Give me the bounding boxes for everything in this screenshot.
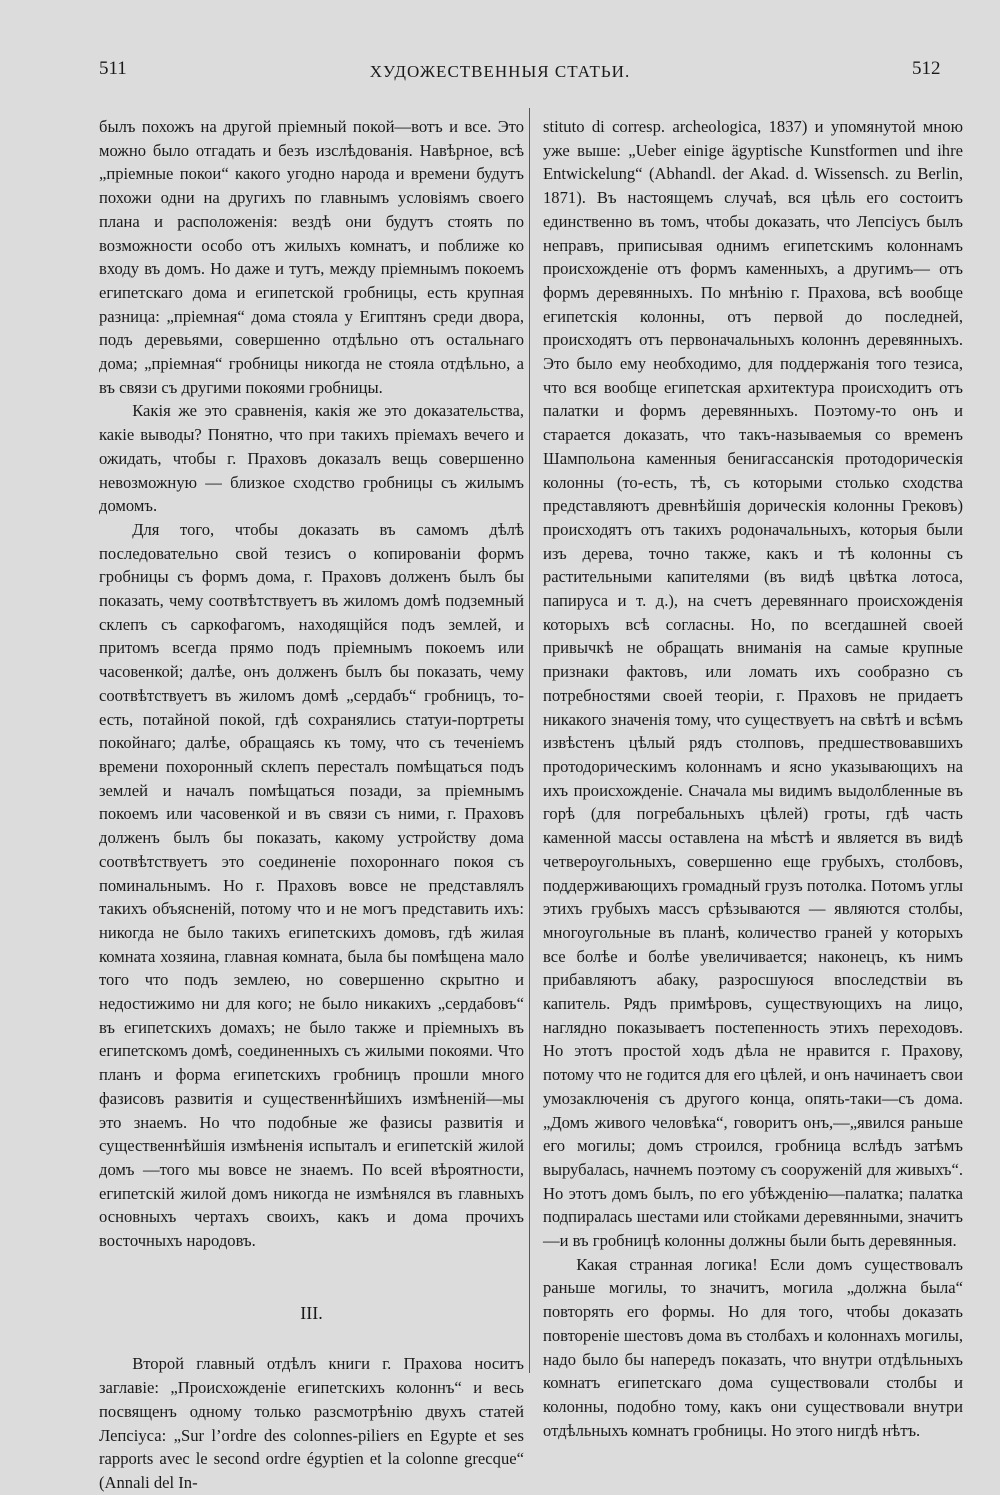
paragraph: stituto di corresp. archeologica, 1837) и упомянутой мною уже выше: „Ueber einige ägyptische Kunstformen und ihre Entwickelung“ (Abhandl. der Akad. d. Wissensch. zu Berlin, 1871). Въ настоящемъ случаѣ, вся цѣль его состоитъ единственно въ томъ, чтобы доказать, что Лепсіусъ былъ неправъ, приписывая однимъ египетскимъ колоннамъ происхожденіе отъ формъ каменныхъ, а другимъ— отъ формъ деревянныхъ. По мнѣнію г. Прахова, всѣ вообще египетскія колонны, отъ первой до последней, происходятъ отъ первоначальныхъ колоннъ деревянныхъ. Это было ему необходимо, для поддержанія того тезиса, что вся вообще египетская архитектура происходитъ отъ палатки и формъ деревянныхъ. Поэтому-то онъ и старается доказать, что такъ-называемыя со временъ Шампольона каменныя бенигассанскія протодорическія колонны (то-есть, тѣ, съ которыми столько сходства представляютъ древнѣйшія дорическія колонны Грековъ) происходятъ отъ такихъ родоначальныхъ, которыя были изъ дерева, точно также, какъ и тѣ колонны съ растительными капителями (въ видѣ цвѣтка лотоса, папируса и т. д.), на счетъ деревяннаго происхожденія которыхъ всѣ согласны. Но, по всегдашней своей привычкѣ не обращать вниманія на самые крупные признаки фактовъ, или ломать ихъ сообразно съ потребностями своей теоріи, г. Праховъ не придаетъ никакого значенія тому, что существуетъ на свѣтѣ и всѣмъ извѣстенъ цѣлый рядъ столповъ, предшествовавшихъ протодорическимъ колоннамъ и ясно указывающихъ на ихъ происхожденіе. Сначала мы видимъ выдолбленные въ горѣ (для погребальныхъ цѣлей) гроты, гдѣ часть каменной массы оставлена на мѣстѣ и является въ видѣ четвероугольныхъ, совершенно еще грубыхъ, столбовъ, поддерживающихъ громадный грузъ потолка. Потомъ углы этихъ грубыхъ массъ срѣзываются — являются столбы, многоугольные въ планѣ, количество граней у которыхъ все болѣе и болѣе увеличивается; наконецъ, къ нимъ прибавляютъ абаку, разросшуюся впоследствіи въ капитель. Рядъ примѣровъ, существующихъ на лицо, наглядно показываетъ постепенность этихъ переходовъ. Но этотъ простой ходъ дѣла не нравится г. Прахову, потому что не годится для его цѣлей, и онъ начинаетъ свои умозаключенія съ другого конца, опять-таки—съ дома. „Домъ живого человѣка“, говоритъ онъ,—„явился раньше его могилы; домъ строился, гробница вслѣдъ затѣмъ вырубалась, начнемъ поэтому съ сооруженій для живыхъ“. Но этотъ домъ былъ, по его убѣжденію—палатка; палатка подпиралась шестами или стойками деревянными, значитъ—и въ гробницѣ колонны должны были быть деревянныя. xyxy=(543,117,963,1251)
page-number-left: 511 xyxy=(99,58,127,79)
column-divider xyxy=(529,108,530,1373)
right-column xyxy=(543,115,963,1442)
left-column xyxy=(99,115,524,1495)
paragraph: Для того, чтобы доказать въ самомъ дѣлѣ последовательно свой тезисъ о копированіи формъ гробницы съ формъ дома, г. Праховъ долженъ былъ бы показать, чему соотвѣтствуетъ въ жиломъ домѣ подземный склепъ съ саркофагомъ, находящійся подъ землей, и притомъ всегда прямо подъ пріемнымъ покоемъ или часовенкой; далѣе, онъ долженъ былъ бы показать, чему соотвѣтствуетъ въ жиломъ домѣ „сердабъ“ гробницъ, то-есть, потайной покой, гдѣ сохранялись статуи-портреты покойнаго; далѣе, обращаясь къ тому, что съ теченіемъ времени похоронный склепъ пересталъ помѣщаться подъ землей и началъ помѣщаться позади, за пріемнымъ покоемъ или часовенкой и въ связи съ ними, г. Праховъ долженъ былъ бы показать, какому устройству дома соотвѣтствуетъ это соединеніе похороннаго покоя съ поминальнымъ. Но г. Праховъ вовсе не представлялъ такихъ объясненій, потому что и не могъ представить ихъ: никогда не было такихъ египетскихъ домовъ, гдѣ жилая комната хозяина, главная комната, была бы помѣщена мало того что подъ землею, но совершенно скрытно и недостижимо ни для кого; не было никакихъ „сердабовъ“ въ египетскихъ домахъ; не было также и пріемныхъ въ египетскомъ домѣ, соединенныхъ съ жилыми покоями. Что планъ и форма египетскихъ гробницъ прошли много фазисовъ развитія и существеннѣйшихъ измѣненій—мы это знаемъ. Но что подобные же фазисы развитія и существеннѣйшія измѣненія испыталъ и египетскій жилой домъ —того мы вовсе не знаемъ. По всей вѣроятности, египетскій жилой домъ никогда не измѣнялся въ главныхъ основныхъ чертахъ своихъ, какъ и дома прочихъ восточныхъ народовъ. xyxy=(99,519,524,1251)
paragraph: былъ похожъ на другой пріемный покой—вотъ и все. Это можно было отгадать и безъ изслѣдованія. Навѣрное, всѣ „пріемные покои“ какого угодно народа и времени будутъ похожи одни на другихъ по главнымъ условіямъ своего плана и расположенія: вездѣ они будутъ стоять по возможности особо отъ жилыхъ комнатъ, и поближе ко входу въ домъ. Но даже и тутъ, между пріемнымъ покоемъ египетскаго дома и египетской гробницы, есть крупная разница: „пріемная“ дома стояла у Египтянъ среди двора, подъ деревьями, совершенно отдѣльно отъ остальнаго дома; „пріемная“ гробницы никогда не стояла отдѣльно, а въ связи съ другими покоями гробницы. xyxy=(99,117,524,397)
page-number-right: 512 xyxy=(912,58,941,79)
paragraph: Второй главный отдѣлъ книги г. Прахова носитъ заглавіе: „Происхожденіе египетскихъ колоннъ“ и весь посвященъ одному только разсмотрѣнію двухъ статей Лепсіуса: „Sur l’ordre des colonnes-piliers en Egypte et ses rapports avec le second ordre égyptien et la colonne grecque“ (Annali del In- xyxy=(99,1354,524,1492)
paragraph: Какая странная логика! Если домъ существовалъ раньше могилы, то значитъ, могила „должна была“ повторять его формы. Но для того, чтобы доказать повтореніе шестовъ дома въ столбахъ и колоннахъ могилы, надо было бы напередъ показать, что внутри отдѣльныхъ комнатъ египетскаго дома существовали столбы и колонны, подобно тому, какъ они существовали внутри отдѣльныхъ комнатъ гробницы. Но этого нигдѣ нѣтъ. xyxy=(543,1254,963,1440)
section-heading: III. xyxy=(300,1302,323,1323)
running-title: ХУДОЖЕСТВЕННЫЯ СТАТЬИ. xyxy=(369,62,631,81)
paragraph: Какія же это сравненія, какія же это доказательства, какіе выводы? Понятно, что при такихъ пріемахъ вечего и ожидать, чтобы г. Праховъ доказалъ вещь совершенно невозможную — близкое сходство гробницы съ жилымъ домомъ. xyxy=(99,401,524,516)
